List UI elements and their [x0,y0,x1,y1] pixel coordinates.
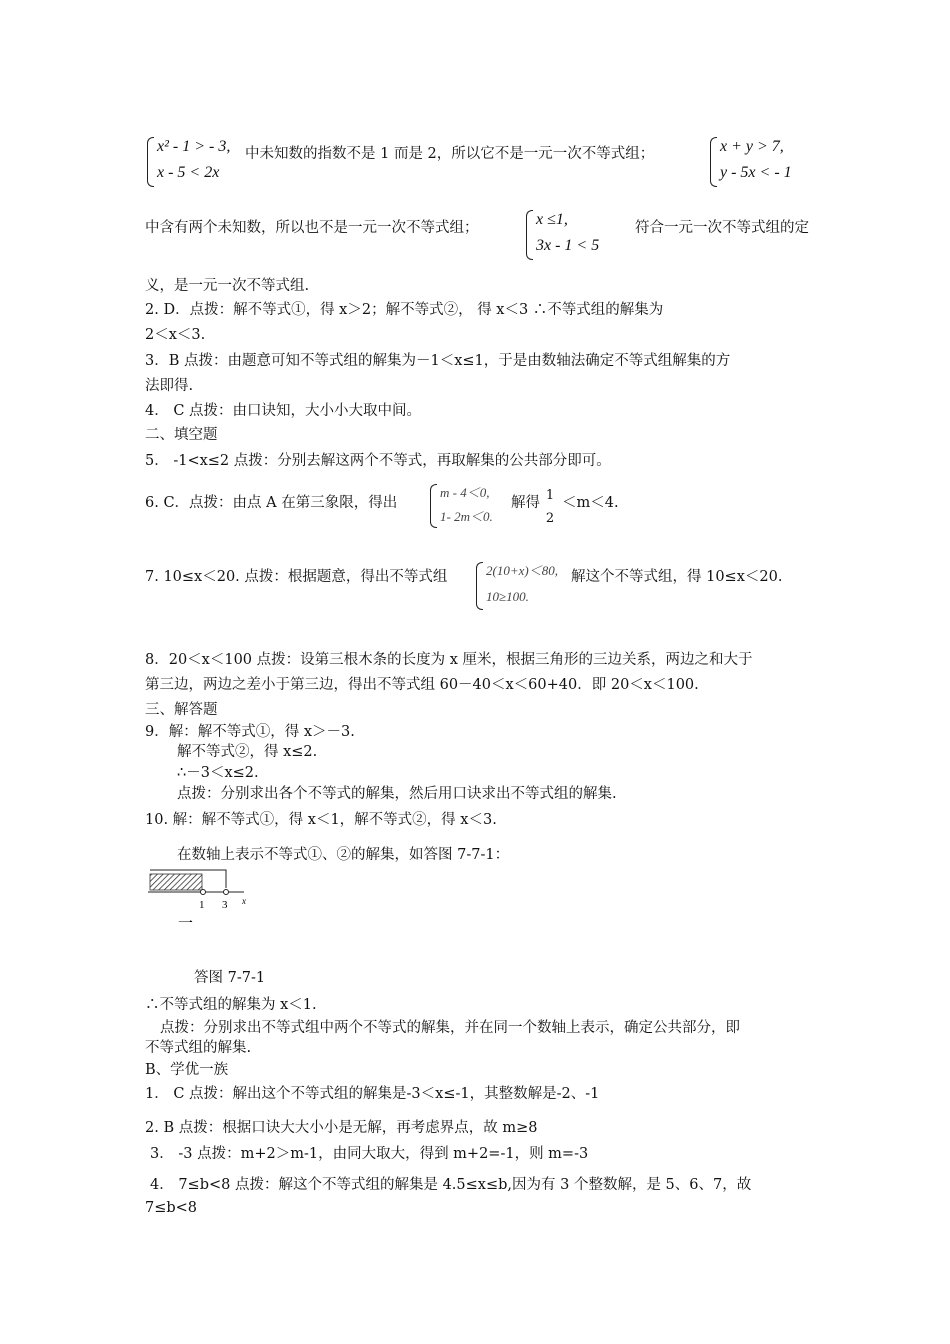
text-line-11b: 解得 [511,495,540,511]
section-heading-b: B、学优一族 [145,1062,229,1078]
figure-caption: 答图 7-7-1 [194,970,266,986]
text-line-6: 3．B 点拨：由题意可知不等式组的解集为－1＜x≤1，于是由数轴法确定不等式组解集的方 [145,353,731,369]
text-line-18: ∴－3＜x≤2. [177,765,259,781]
text-line-7: 法即得. [145,378,194,394]
system-3-row-1: x ≤1, [536,211,568,228]
section-heading-fill: 二、填空题 [145,427,218,443]
system-1-row-2: x - 5 < 2x [157,164,220,181]
open-point-1 [201,890,206,895]
text-line-30: 4． 7≤b<8 点拨：解这个不等式组的解集是 4.5≤x≤b,因为有 3 个整数解，是 5、6、7，故 [150,1177,752,1193]
text-line-16: 9．解：解不等式①，得 x＞－3. [145,724,355,740]
text-line-2: 中含有两个未知数，所以也不是一元一次不等式组； [145,220,479,236]
system-4-row-1: m - 4＜0, [440,485,490,500]
fraction-denominator: 2 [545,511,555,526]
text-line-12a: 7. 10≤x＜20. 点拨：根据题意，得出不等式组 [145,569,448,585]
text-line-14: 第三边，两边之差小于第三边，得出不等式组 60－40＜x＜60+40．即 20＜x＜100. [145,677,699,693]
text-line-5: 2＜x＜3. [145,327,206,343]
axis-label-3: 3 [222,899,228,911]
text-line-27: 1． C 点拨：解出这个不等式组的解集是-3＜x≤-1，其整数解是-2、-1 [145,1086,600,1102]
inequality-system-1 [147,135,247,189]
inequality-system-5 [476,560,571,612]
text-line-4: 2. D．点拨：解不等式①，得 x＞2；解不等式②， 得 x＜3 ∴不等式组的解集为 [145,302,664,318]
open-point-3 [224,890,229,895]
system-1-row-1: x² - 1 > - 3, [157,138,231,155]
text-line-2b: 符合一元一次不等式组的定 [635,220,809,236]
inequality-system-3 [526,208,616,262]
text-line-3: 义，是一元一次不等式组. [145,278,310,294]
text-line-1: 中未知数的指数不是 1 而是 2，所以它不是一元一次不等式组； [245,146,655,162]
inequality-system-4 [430,482,510,530]
system-2-row-1: x + y > 7, [720,138,784,155]
solution-hatch-region [150,874,202,890]
text-line-29: 3． -3 点拨：m+2＞m-1，由同大取大，得到 m+2=-1，则 m=-3 [150,1146,589,1162]
text-line-12b: 解这个不等式组，得 10≤x＜20. [571,569,783,585]
system-5-row-2: 10≥100. [486,589,529,604]
text-line-23: ∴不等式组的解集为 x＜1. [145,997,317,1013]
axis-dash: 一 [178,914,194,932]
axis-label-1: 1 [199,899,205,911]
number-line-figure [148,866,258,936]
fraction-one-half [545,488,555,526]
system-5-row-1: 2(10+x)＜80, [486,563,558,578]
text-line-19: 点拨：分别求出各个不等式的解集，然后用口诀求出不等式组的解集. [177,786,617,802]
text-line-8: 4． C 点拨：由口诀知，大小小大取中间。 [145,403,422,419]
text-line-11c: ＜m＜4. [562,495,619,511]
text-line-21: 在数轴上表示不等式①、②的解集，如答图 7-7-1： [177,847,510,863]
fraction-numerator: 1 [545,488,555,503]
section-heading-solve: 三、解答题 [145,702,218,718]
system-3-row-2: 3x - 1 < 5 [536,237,600,254]
text-line-17: 解不等式②，得 x≤2. [177,744,318,760]
system-4-row-2: 1- 2m＜0. [440,509,493,524]
inequality-system-2 [710,135,820,189]
text-line-13: 8．20＜x＜100 点拨：设第三根木条的长度为 x 厘米，根据三角形的三边关系，两边之和大于 [145,652,753,668]
text-line-28: 2. B 点拨：根据口诀大大小小是无解，再考虑界点，故 m≥8 [145,1120,538,1136]
text-line-20: 10. 解：解不等式①，得 x＜1，解不等式②，得 x＜3. [145,812,497,828]
text-line-24: 点拨：分别求出不等式组中两个不等式的解集，并在同一个数轴上表示，确定公共部分，即 [160,1020,740,1036]
text-line-10: 5． -1<x≤2 点拨：分别去解这两个不等式，再取解集的公共部分即可。 [145,453,611,469]
text-line-31: 7≤b<8 [145,1200,198,1216]
system-2-row-2: y - 5x < - 1 [720,164,792,181]
text-line-25: 不等式组的解集. [145,1040,252,1056]
text-line-11a: 6. C．点拨：由点 A 在第三象限，得出 [145,495,398,511]
axis-label-x: x [242,896,246,906]
